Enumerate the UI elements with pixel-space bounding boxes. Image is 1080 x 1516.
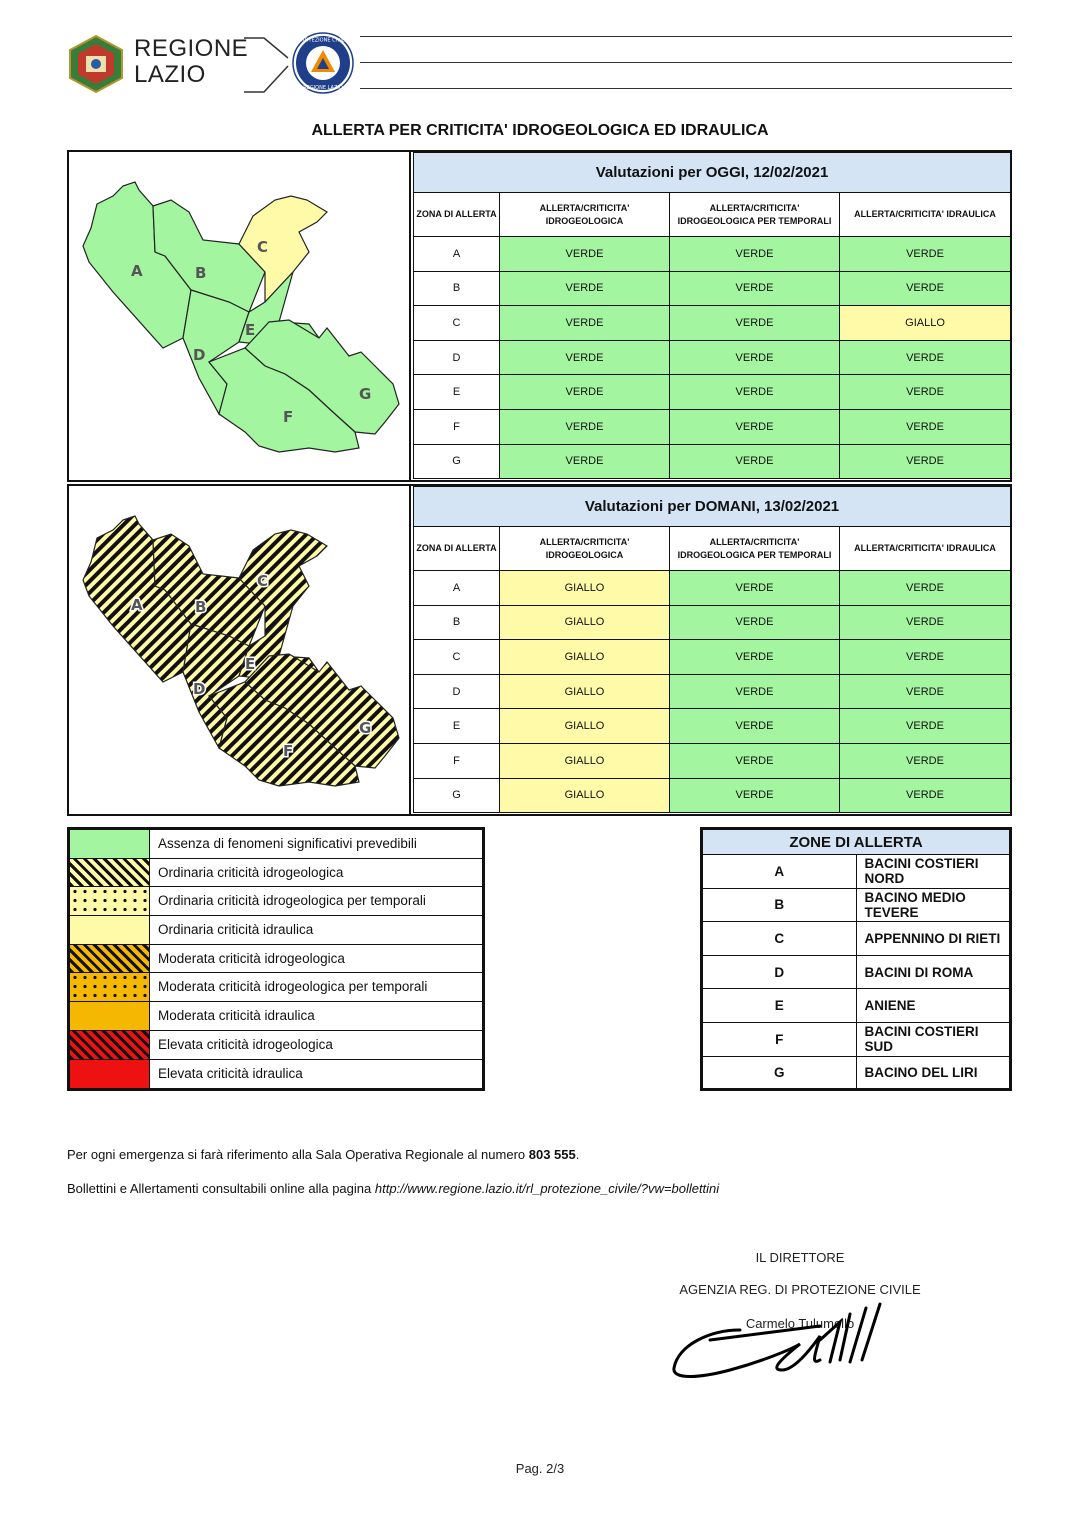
header-idro: ALLERTA/CRITICITA' IDROGEOLOGICA — [500, 527, 670, 571]
page-number: Pag. 2/3 — [515, 1461, 565, 1476]
zone-cell: B — [414, 605, 500, 640]
idra-cell: VERDE — [840, 640, 1011, 675]
map-label-e: E — [245, 321, 256, 339]
idra-cell: VERDE — [840, 778, 1011, 813]
zone-name: BACINI COSTIERI SUD — [856, 1022, 1011, 1056]
idra-cell: VERDE — [840, 375, 1011, 410]
idro-cell: VERDE — [500, 306, 670, 341]
map-label-a: A — [131, 262, 143, 280]
zone-name: APPENNINO DI RIETI — [856, 922, 1011, 956]
alert-row — [414, 409, 1011, 444]
zone-cell: G — [414, 778, 500, 813]
idro-cell: GIALLO — [500, 743, 670, 778]
legend-swatch — [70, 945, 150, 973]
temp-cell: VERDE — [670, 237, 840, 272]
zone-cell: E — [414, 709, 500, 744]
idro-cell: VERDE — [500, 409, 670, 444]
page-header — [66, 30, 1012, 100]
zone-row — [702, 922, 1011, 956]
header-temp: ALLERTA/CRITICITA' IDROGEOLOGICA PER TEMPORALI — [670, 193, 840, 237]
header-idra: ALLERTA/CRITICITA' IDRAULICA — [840, 193, 1011, 237]
idro-cell: GIALLO — [500, 709, 670, 744]
temp-cell: VERDE — [670, 571, 840, 606]
alert-row — [414, 743, 1011, 778]
temp-cell: VERDE — [670, 340, 840, 375]
regione-lazio-logo-text — [134, 36, 248, 88]
alert-row — [414, 640, 1011, 675]
idro-cell: GIALLO — [500, 674, 670, 709]
legend-row — [70, 945, 482, 974]
bulletins-url: http://www.regione.lazio.it/rl_protezione_civile/?vw=bollettini — [374, 1181, 720, 1196]
today-table-body — [414, 237, 1011, 479]
zone-row — [702, 989, 1011, 1023]
legend-row — [70, 1002, 482, 1031]
map-label-c: C — [257, 238, 269, 256]
map-label-f: F — [283, 408, 294, 426]
legend-row — [70, 1031, 482, 1060]
logo-line-2: LAZIO — [134, 61, 206, 88]
legend-label: Elevata criticità idrogeologica — [158, 1036, 333, 1052]
map-label-b: B — [195, 264, 207, 282]
legend-swatch — [70, 830, 150, 858]
idro-cell: VERDE — [500, 444, 670, 479]
handwritten-signature-icon — [670, 1300, 900, 1390]
legend-row — [70, 887, 482, 916]
temp-cell: VERDE — [670, 674, 840, 709]
tomorrow-table-title: Valutazioni per DOMANI, 13/02/2021 — [414, 487, 1011, 527]
map2-label-b: B — [195, 598, 207, 616]
zone-code: A — [702, 855, 857, 889]
alert-row — [414, 571, 1011, 606]
zone-cell: A — [414, 237, 500, 272]
idra-cell: VERDE — [840, 743, 1011, 778]
legend-row — [70, 830, 482, 859]
zone-row — [702, 855, 1011, 889]
header-temp: ALLERTA/CRITICITA' IDROGEOLOGICA PER TEMPORALI — [670, 527, 840, 571]
zone-code: B — [702, 888, 857, 922]
map2-label-g: G — [359, 719, 372, 737]
temp-cell: VERDE — [670, 271, 840, 306]
zones-table — [700, 827, 1012, 1091]
legend-label: Moderata criticità idrogeologica per temporali — [158, 979, 428, 995]
legend-label: Moderata criticità idrogeologica — [158, 950, 345, 966]
temp-cell: VERDE — [670, 778, 840, 813]
legend-swatch — [70, 973, 150, 1001]
tomorrow-alert-table — [413, 486, 1011, 813]
alert-row — [414, 444, 1011, 479]
legend-label: Moderata criticità idraulica — [158, 1008, 315, 1024]
temp-cell: VERDE — [670, 306, 840, 341]
legend-label: Ordinaria criticità idraulica — [158, 922, 314, 938]
map2-label-a: A — [131, 596, 143, 614]
logo-chevron-icon — [242, 36, 292, 94]
zone-cell: E — [414, 375, 500, 410]
temp-cell: VERDE — [670, 409, 840, 444]
header-lines — [360, 36, 1012, 114]
zone-cell: F — [414, 743, 500, 778]
today-table-title: Valutazioni per OGGI, 12/02/2021 — [414, 153, 1011, 193]
zone-row — [702, 1056, 1011, 1090]
zone-cell: F — [414, 409, 500, 444]
idra-cell: GIALLO — [840, 306, 1011, 341]
zone-cell: D — [414, 340, 500, 375]
temp-cell: VERDE — [670, 709, 840, 744]
zone-cell: G — [414, 444, 500, 479]
zone-cell: A — [414, 571, 500, 606]
zone-row — [702, 1022, 1011, 1056]
signature-agency: AGENZIA REG. DI PROTEZIONE CIVILE — [679, 1282, 921, 1297]
zone-code: C — [702, 922, 857, 956]
idro-cell: VERDE — [500, 340, 670, 375]
idra-cell: VERDE — [840, 271, 1011, 306]
zone-cell: C — [414, 306, 500, 341]
signature-name: Carmelo Tulumello — [745, 1316, 855, 1331]
temp-cell: VERDE — [670, 375, 840, 410]
today-alert-table — [413, 152, 1011, 479]
protezione-civile-logo-icon — [292, 32, 354, 94]
idra-cell: VERDE — [840, 340, 1011, 375]
map-label-g: G — [359, 385, 372, 403]
pc-logo-top-text: PROTEZIONE CIVILE — [298, 37, 348, 44]
idro-cell: VERDE — [500, 271, 670, 306]
header-zone: ZONA DI ALLERTA — [414, 193, 500, 237]
legend — [67, 827, 485, 1091]
zones-title: ZONE DI ALLERTA — [702, 829, 1011, 855]
idro-cell: VERDE — [500, 375, 670, 410]
legend-swatch — [70, 859, 150, 887]
idro-cell: GIALLO — [500, 605, 670, 640]
temp-cell: VERDE — [670, 444, 840, 479]
map2-label-c: C — [257, 572, 269, 590]
alert-row — [414, 271, 1011, 306]
zone-code: F — [702, 1022, 857, 1056]
zone-name: BACINI COSTIERI NORD — [856, 855, 1011, 889]
zone-cell: B — [414, 271, 500, 306]
idra-cell: VERDE — [840, 709, 1011, 744]
zone-code: D — [702, 955, 857, 989]
legend-swatch — [70, 1002, 150, 1030]
alert-row — [414, 674, 1011, 709]
alert-row — [414, 340, 1011, 375]
idro-cell: GIALLO — [500, 571, 670, 606]
logo-line-1: REGIONE — [134, 35, 249, 62]
zone-name: BACINO MEDIO TEVERE — [856, 888, 1011, 922]
tomorrow-alert-block — [67, 484, 1012, 816]
alert-row — [414, 605, 1011, 640]
pc-logo-bottom-text: REGIONE LAZIO — [303, 85, 343, 91]
legend-row — [70, 973, 482, 1002]
alert-row — [414, 306, 1011, 341]
emergency-note-text: Per ogni emergenza si farà riferimento alla Sala Operativa Regionale al numero — [67, 1147, 529, 1162]
zone-cell: C — [414, 640, 500, 675]
idra-cell: VERDE — [840, 674, 1011, 709]
temp-cell: VERDE — [670, 605, 840, 640]
lazio-map-tomorrow — [69, 486, 411, 814]
header-idra: ALLERTA/CRITICITA' IDRAULICA — [840, 527, 1011, 571]
zone-name: BACINI DI ROMA — [856, 955, 1011, 989]
map2-label-d: D — [193, 680, 206, 698]
legend-row — [70, 1060, 482, 1089]
legend-label: Ordinaria criticità idrogeologica per temporali — [158, 893, 426, 909]
regione-lazio-emblem-icon — [66, 34, 126, 94]
zone-row — [702, 955, 1011, 989]
idro-cell: GIALLO — [500, 778, 670, 813]
map2-label-f: F — [283, 742, 294, 760]
tomorrow-table-body — [414, 571, 1011, 813]
emergency-number: 803 555 — [528, 1147, 576, 1162]
emergency-note — [67, 1147, 579, 1162]
idro-cell: VERDE — [500, 237, 670, 272]
header-idro: ALLERTA/CRITICITA' IDROGEOLOGICA — [500, 193, 670, 237]
legend-swatch — [70, 1031, 150, 1059]
alert-row — [414, 375, 1011, 410]
idra-cell: VERDE — [840, 571, 1011, 606]
zone-row — [702, 888, 1011, 922]
lazio-map-today — [69, 152, 411, 480]
idro-cell: GIALLO — [500, 640, 670, 675]
tomorrow-map — [69, 486, 411, 814]
today-map — [69, 152, 411, 480]
bulletins-note-text: Bollettini e Allertamenti consultabili online alla pagina — [67, 1181, 375, 1196]
alert-row — [414, 778, 1011, 813]
zones-body — [702, 855, 1011, 1090]
legend-label: Ordinaria criticità idrogeologica — [158, 864, 344, 880]
legend-label: Assenza di fenomeni significativi prevedibili — [158, 836, 417, 851]
bulletins-note — [67, 1181, 719, 1196]
legend-swatch — [70, 887, 150, 915]
today-alert-block — [67, 150, 1012, 482]
document-title: ALLERTA PER CRITICITA' IDROGEOLOGICA ED IDRAULICA — [311, 122, 769, 139]
idra-cell: VERDE — [840, 605, 1011, 640]
idra-cell: VERDE — [840, 444, 1011, 479]
alert-row — [414, 709, 1011, 744]
idra-cell: VERDE — [840, 237, 1011, 272]
zone-code: G — [702, 1056, 857, 1090]
emergency-note-suffix: . — [575, 1147, 580, 1162]
legend-swatch — [70, 1060, 150, 1089]
temp-cell: VERDE — [670, 640, 840, 675]
idra-cell: VERDE — [840, 409, 1011, 444]
zone-cell: D — [414, 674, 500, 709]
legend-label: Elevata criticità idraulica — [158, 1065, 303, 1081]
map-label-d: D — [193, 346, 206, 364]
zone-name: BACINO DEL LIRI — [856, 1056, 1011, 1090]
temp-cell: VERDE — [670, 743, 840, 778]
zone-code: E — [702, 989, 857, 1023]
map2-label-e: E — [245, 655, 256, 673]
legend-row — [70, 916, 482, 945]
zone-name: ANIENE — [856, 989, 1011, 1023]
signature-role: IL DIRETTORE — [755, 1250, 845, 1265]
alert-row — [414, 237, 1011, 272]
header-zone: ZONA DI ALLERTA — [414, 527, 500, 571]
legend-row — [70, 859, 482, 888]
legend-swatch — [70, 916, 150, 944]
